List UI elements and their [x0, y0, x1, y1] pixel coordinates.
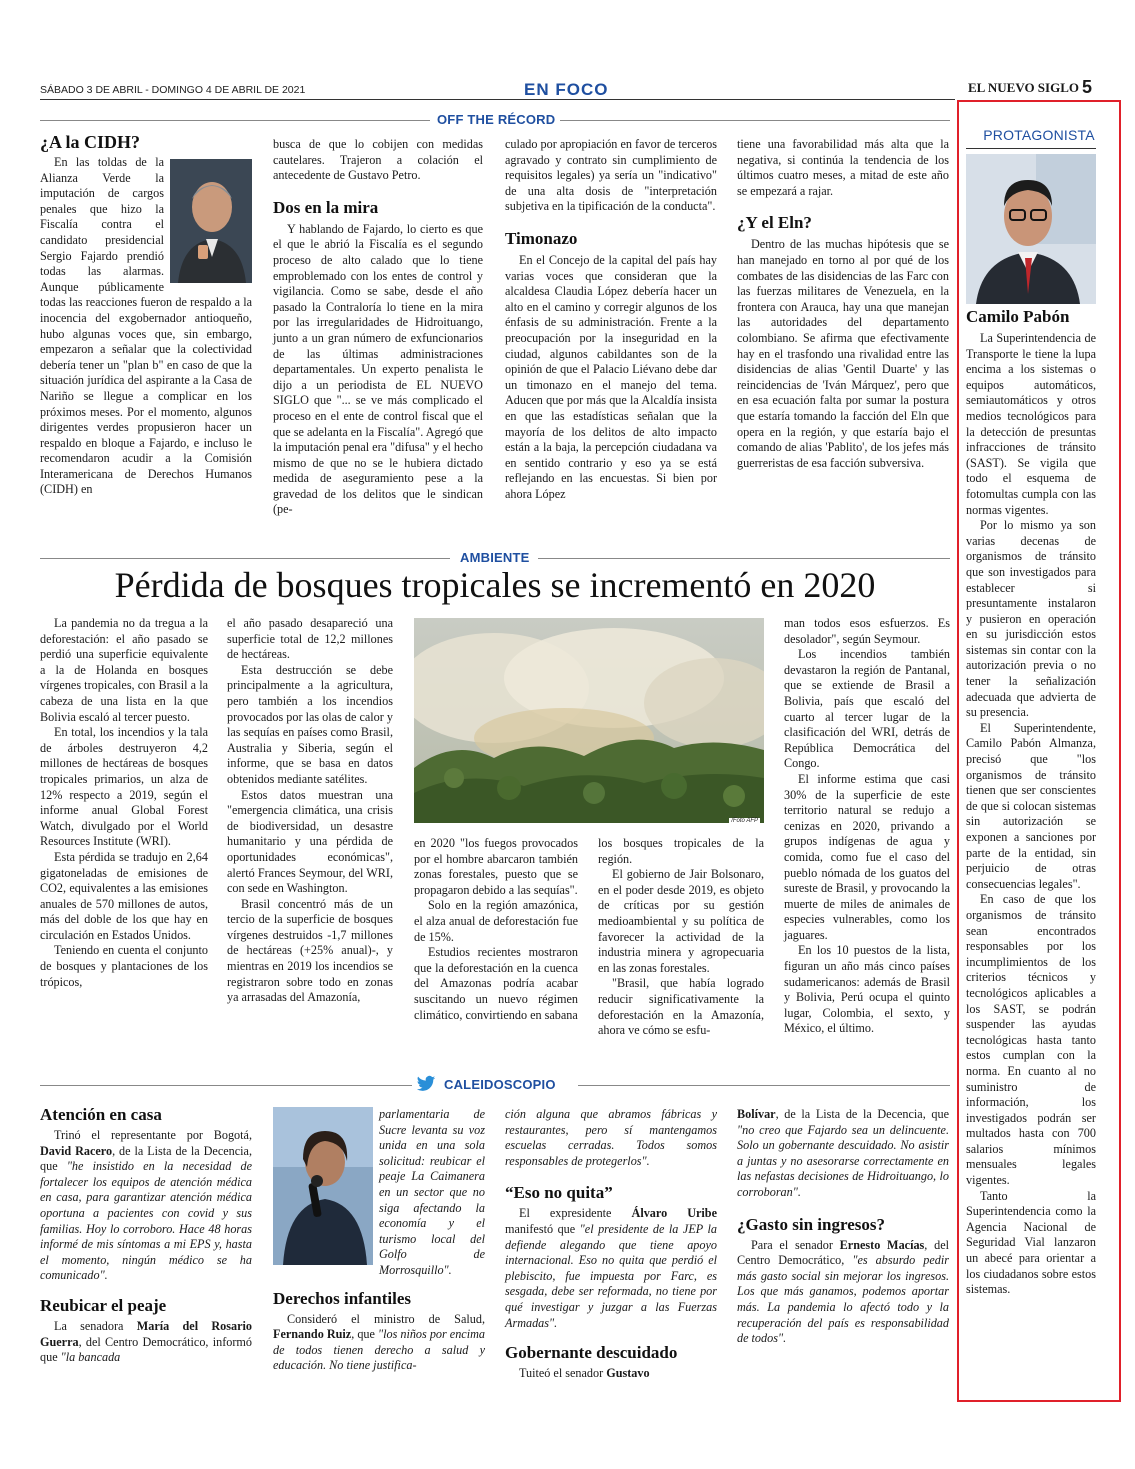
article-title-peaje: Reubicar el peaje — [40, 1295, 167, 1315]
photo-forest-fire — [414, 618, 764, 823]
article-body-derechos-infantiles: Consideró el ministro de Salud, Fernando Ruiz, que "los niños por encima de todos tienen derecho a salud y educación. No tiene justifica- — [273, 1311, 485, 1373]
article-title-mira: Dos en la mira — [273, 197, 379, 217]
article-body-timonazo: En el Concejo de la capital del país hay varias voces que consideran que la alcaldesa Claudia López debería hacer un alto en el camino y corregir algunos de los énfasis de su administración. Frente a la preocupación por la inseguridad en la ciudad, algunos cabildantes son de la opinión de que el Palacio Liévano debe dar un timonazo en el manejo del tema. Aducen que por más que la Alcaldía insista en que las estadísticas señalan que la mayoría de los delitos de alto impacto están a la baja, la percepción ciudadana va en sentido contrario y eso ya se está reflejando en las encuestas. Si bien por ahora López — [505, 252, 717, 501]
article-body-mira-cont: culado por apropiación en favor de terceros agravado y contrato sin cumplimiento de requisitos legales) ya sería un "indicativo" de una alta dosis de "interpretación subjetiva en la tipificación de la conducta". — [505, 137, 717, 214]
article-title-atencion-casa: Atención en casa — [40, 1105, 162, 1124]
article-body-gasto-sin-ingresos: Para el senador Ernesto Macías, del Centro Democrático, "es absurdo pedir más gasto social sin mejorar los ingresos. Los que más ganamos, podemos aportar más. La pandemia lo afectó todo y la recuperación del país es responsabilidad de todos". — [737, 1237, 950, 1346]
section-label-off-record: OFF THE RÉCORD — [437, 112, 556, 127]
article-body-atencion-casa: Trinó el representante por Bogotá, David Racero, de la Lista de la Decencia, que "he insistido en la necesidad de fortalecer los equipos de atención médica en casa, para garantizar atención médica oportuna a pacientes con covid y sus familias. Hoy lo corroboro. Hace 48 horas informé de mis síntomas a mi EPS y, hasta el momento, ningún médico se ha comunicado". — [40, 1128, 252, 1283]
article-body-timonazo-cont: tiene una favorabilidad más alta que la negativa, si continúa la tendencia de los últimos cuatro meses, a mitad de este año se empezará a rajar. — [737, 137, 949, 198]
photo-camilo-pabon — [966, 154, 1096, 304]
photo-credit: /Foto AFP — [731, 818, 758, 823]
article-title-eln: ¿Y el Eln? — [737, 213, 812, 233]
section-title: EN FOCO — [524, 80, 609, 99]
protagonista-name: Camilo Pabón — [966, 307, 1070, 326]
newspaper-name: EL NUEVO SIGLO — [968, 80, 1079, 95]
article-title-derechos-infantiles: Derechos infantiles — [273, 1288, 412, 1308]
article-title-cidh: ¿A la CIDH? — [40, 132, 141, 152]
article-title-eso-no-quita: “Eso no quita” — [505, 1183, 613, 1203]
article-body-eln: Dentro de las muchas hipótesis que se han manejado en torno al por qué de los combates de las disidencias de las Farc con las fuerzas militares de Venezuela, en la frontera con Arauca, hay una que manejan las autoridades del departamento colombiano. Se afirma que efectivamente hay en el trasfondo una rivalidad entre las disidencias de alias 'Gentil Duarte' y las reincidencias de 'Iván Márquez', pero que en esa ecuación falta por sumar la postura que estaría tomando la facción del Eln que opera en la región, y que estaría bajo el comando de alias 'Pablito', de los jefes más guerreristas de esa facción subversiva. — [737, 237, 949, 470]
article-body-derechos-infantiles-cont: ción alguna que abramos fábricas y restaurantes, pero sí mantengamos escuelas cerradas. Todos somos responsables de protegerlos". — [505, 1107, 717, 1168]
ambiente-col-4: los bosques tropicales de la región. El gobierno de Jair Bolsonaro, en el poder desde 2019, es objeto de críticas por su gestión medioambiental y su política de favorecer la actividad de la industria minera y agropecuaria en las zonas forestales. "Brasil, que había logrado reducir significativamente la deforestación en la Amazonía, ahora ve cómo se esfu- — [598, 836, 764, 1038]
article-body-cidh: En las toldas de la Alianza Verde la imputación de cargos penales que hizo la Fiscalía contra el candidato presidencial Sergio Fajardo prendió todas las alarmas. Aunque públicamente todas las reacciones fueron de respaldo a la inocencia del exgobernador antioqueño, hubo algunas voces que, sin embargo, empezaron a señalar que la colectividad debería tener un "plan b" en caso de que la situación jurídica del aspirante a la Casa de Nariño se llegue a complicar en los próximos meses. Por el momento, algunos dirigentes verdes propusieron hacer un respaldo en bloque a Fajardo, e incluso le recomendaron acudir a la Comisión Interamericana de Derechos Humanos (CIDH) en — [40, 155, 252, 497]
article-body-peaje-cont: parlamentaria de Sucre levanta su voz unida en una sola solicitud: reubicar el peaje La Caimanera en un sector que no siga afectando la economía y el turismo local del Golfo de Morrosquillo". — [379, 1107, 485, 1277]
article-body-peaje: La senadora María del Rosario Guerra, del Centro Democrático, informó que "la bancada — [40, 1318, 253, 1365]
masthead-date: SÁBADO 3 DE ABRIL - DOMINGO 4 DE ABRIL DE 2021 — [40, 84, 306, 96]
ambiente-col-1: La pandemia no da tregua a la deforestación: el año pasado se perdió una superficie equivalente a la de Holanda en bosques vírgenes tropicales, con Brasil a la cabeza de una lista en la que Bolivia escaló al tercer puesto. En total, los incendios y la tala de árboles destruyeron 4,2 millones de hectáreas de bosques tropicales primarios, un alza de 12% respecto a 2019, según el informe anual Global Forest Watch, divulgado por el World Resources Institute (WRI). Esta pérdida se tradujo en 2,64 gigatoneladas de emisiones de CO2, equivalentes a las emisiones anuales de 570 millones de autos, más del doble de los que hay en circulación en Estados Unidos. Teniendo en cuenta el conjunto de bosques y plantaciones de los trópicos, — [40, 616, 208, 989]
article-body-eso-no-quita: El expresidente Álvaro Uribe manifestó que "el presidente de la JEP la defiende alegando que tiene apoyo internacional. Eso no quita que perdió el plebiscito, fue impuesta por Farc, es sesgada, debe ser reformada, no tiene por qué investigar y juzgar a las Fuerzas Armadas". — [505, 1206, 717, 1330]
ambiente-col-5: man todos esos esfuerzos. Es desolador", según Seymour. Los incendios también devastaron la región de Pantanal, que se extiende de Brasil a Bolivia, país que escaló del cuarto al tercer lugar de la clasificación del WRI, detrás de República Democrática del Congo. El informe estima que casi 30% de la superficie de este territorio natural se redujo a cenizas en 2020, privando a grupos indígenas de agua y comida, como fue el caso del pueblo nómada de los guatos del sureste de Brasil, y provocando la muerte de miles de animales de especies vulnerables, como los jaguares. En los 10 puestos de la lista, figuran un año más cinco países sudamericanos: además de Brasil y Bolivia, Perú ocupa el quinto lugar, Colombia, el sexto, y México, el último. — [784, 616, 950, 1036]
article-body-cidh-cont: busca de que lo cobijen con medidas cautelares. Trajeron a colación el antecedente de Gustavo Petro. — [273, 137, 483, 183]
article-title-timonazo: Timonazo — [505, 228, 578, 248]
photo-sergio-fajardo — [170, 159, 252, 283]
page-number: 5 — [1082, 77, 1093, 97]
article-body-gobernante-descuidado: Tuiteó el senador Gustavo — [519, 1366, 650, 1381]
photo-maria-del-rosario-guerra — [273, 1107, 373, 1265]
ambiente-col-3: en 2020 "los fuegos provocados por el hombre abarcaron también zonas forestales, puesto que se propagaron debido a las sequías". Solo en la región amazónica, el alza anual de deforestación fue de 15%. Estudios recientes mostraron que la deforestación en la cuenca del Amazonas podría acabar suscitando un nuevo régimen climático, convirtiendo en sabana — [414, 836, 578, 1022]
section-label-protagonista: PROTAGONISTA — [983, 127, 1095, 143]
article-body-mira: Y hablando de Fajardo, lo cierto es que el que le abrió la Fiscalía es el segundo proceso de alto calado que lo tiene emproblemado con los entes de control y vigilancia. Como se sabe, desde el año pasado la Contraloría lo tiene en la mira por las irregularidades de Hidroituango, junto a un gran número de exfuncionarios de las últimas administraciones departamentales. Un experto penalista le dijo a un periodista de EL NUEVO SIGLO que "... se ve más complicado el proceso en el ente de control fiscal que el que se adelanta en la Fiscalía". Agregó que la imputación penal era "difusa" y el hecho mismo de que no se le hubiera dictado medida de aseguramiento pese a la gravedad de los delitos que le sindican (pe- — [273, 221, 483, 517]
article-title-gobernante-descuidado: Gobernante descuidado — [505, 1343, 678, 1363]
headline-bosques: Pérdida de bosques tropicales se incrementó en 2020 — [114, 565, 876, 605]
twitter-bird-icon — [416, 1075, 436, 1093]
section-label-caleidoscopio: CALEIDOSCOPIO — [444, 1077, 556, 1092]
ambiente-col-2: el año pasado desapareció una superficie total de 12,2 millones de hectáreas. Esta destrucción se debe principalmente a la agricultura, pero también a los incendios provocados por las olas de calor y las sequías en países como Brasil, Australia y Siberia, según el informe, que se basa en datos obtenidos mediante satélites. Estos datos muestran una "emergencia climática, una crisis de biodiversidad, un desastre humanitario y una pérdida de oportunidades económicas", alertó Frances Seymour, del WRI, con sede en Washington. Brasil concentró más de un tercio de la superficie de bosques vírgenes destruidos -1,7 millones de hectáreas (+25% anual)-, y mientras en 2019 los incendios se registraron sobre todo en zonas ya arrasadas del Amazonía, — [227, 616, 393, 1005]
protagonista-body: La Superintendencia de Transporte le tiene la lupa encima a los sistemas o equipos automáticos, semiautomáticos y otros medios tecnológicos para la detección de presuntas infracciones de tránsito (SAST). Se vigila que todo el esquema de fotomultas cumpla con las normas vigentes. Por lo mismo ya son varias decenas de organismos de tránsito que son investigados para establecer si presuntamente instalaron y pusieron en operación en su jurisdicción estos sistemas sin contar con la autorización previa o no tener la señalización adecuada que advierta de su presencia. El Superintendente, Camilo Pabón Almanza, precisó que "los organismos de tránsito tienen que ser conscientes de que si colocan sistemas sin autorización se exponen a sanciones por parte de la entidad, sin perjuicio de otras consecuencias legales". En caso de que los organismos de tránsito sean encontrados responsables por los incumplimientos de los criterios técnicos y tecnológicos aplicables a los SAST, se podrán suspender las ayudas tecnológicas hasta tanto estos cumplan con la norma. En cuanto al no suministro de información, los investigados podrán ser multados hasta con 700 salarios mínimos mensuales legales vigentes. Tanto la Superintendencia como la Agencia Nacional de Seguridad Vial lanzaron un abecé para orientar a los ciudadanos sobre estos sistemas. — [966, 331, 1096, 1297]
section-label-ambiente: AMBIENTE — [460, 550, 530, 565]
article-title-gasto-sin-ingresos: ¿Gasto sin ingresos? — [737, 1214, 885, 1234]
article-body-gobernante-cont: Bolívar, de la Lista de la Decencia, que "no creo que Fajardo sea un delincuente. Solo un gobernante descuidado. No asistir a juntas y no asesorarse correctamente en las nefastas decisiones de Hidroituango, lo corroboran". — [737, 1107, 949, 1199]
